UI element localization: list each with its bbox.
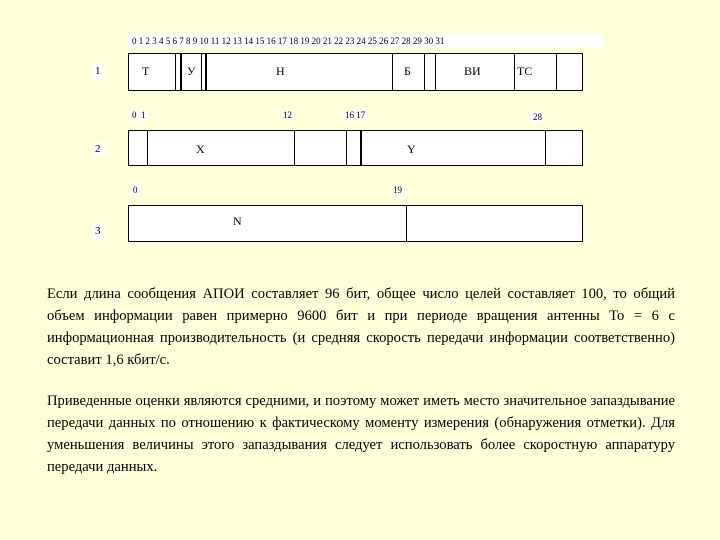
field-divider <box>392 54 393 90</box>
field-divider <box>406 206 407 241</box>
format-3-number: 3 <box>92 224 104 238</box>
field-b: Б <box>404 64 411 78</box>
field-y: Y <box>407 142 416 156</box>
format-1-frame <box>128 53 583 91</box>
field-divider <box>175 54 176 90</box>
field-n: Н <box>276 64 285 78</box>
field-divider <box>180 54 182 90</box>
paragraph-transfer-rate: Если длина сообщения АПОИ составляет 96 бит, общее число целей составляет 100, то общий объем информации равен примерно 9600 бит и при периоде вращения антенны То = 6 с информационная производительность (и средняя скорость передачи информации соответственно) составит 1,6 кбит/с. <box>47 286 675 368</box>
field-divider <box>346 131 347 165</box>
field-divider <box>424 54 425 90</box>
bit-label-0: 0 <box>133 185 138 195</box>
field-divider <box>556 54 557 90</box>
bit-label-12: 12 <box>283 110 292 120</box>
field-t: Т <box>142 64 150 78</box>
bit-number-row: 0 1 2 3 4 5 6 7 8 9 10 11 12 13 14 15 16 17 18 19 20 21 22 23 24 25 26 27 28 29 30 31 <box>128 34 602 48</box>
bit-label-19: 19 <box>393 185 402 195</box>
bit-label-16-17: 16 17 <box>345 110 366 120</box>
format-3-frame <box>128 205 583 242</box>
field-ts: ТС <box>517 64 533 78</box>
field-divider <box>294 131 295 165</box>
field-divider <box>545 131 546 165</box>
field-n: N <box>233 214 242 228</box>
bit-label-0-1: 0 1 <box>132 110 146 120</box>
field-x: X <box>196 142 205 156</box>
format-2-frame <box>128 130 583 166</box>
field-divider <box>435 54 436 90</box>
paragraph-latency: Приведенные оценки являются средними, и поэтому может иметь место значительное запаздывание передачи данных по отношению к фактическому моменту измерения (обнаружения отметки). Для уменьшения величины этого запаздывания следует использовать более скоростную аппаратуру передачи данных. <box>47 393 675 475</box>
field-u: У <box>187 64 196 78</box>
field-vi: ВИ <box>464 64 481 78</box>
field-divider <box>360 131 362 165</box>
field-divider <box>514 54 515 90</box>
field-divider <box>201 54 202 90</box>
format-1-number: 1 <box>92 64 104 78</box>
bit-label-28: 28 <box>533 112 542 122</box>
field-divider <box>147 131 148 165</box>
format-2-number: 2 <box>92 142 104 156</box>
field-divider <box>205 54 207 90</box>
